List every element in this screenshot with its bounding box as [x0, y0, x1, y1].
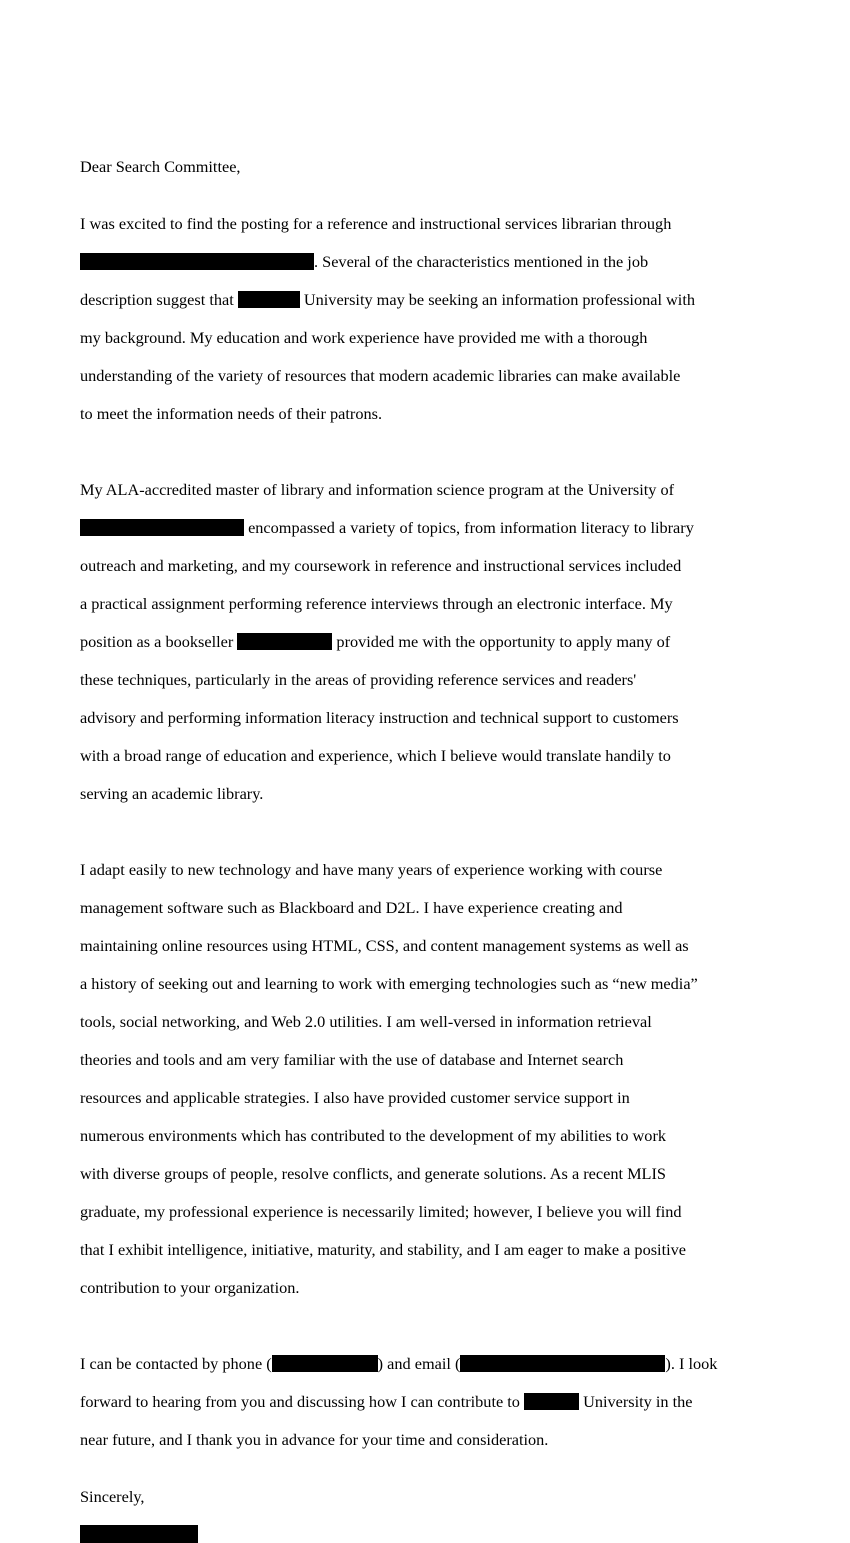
text-line: contribution to your organization.	[80, 1278, 300, 1297]
paragraph-posting	[80, 195, 775, 442]
redaction-box	[238, 291, 300, 308]
text-line: with a broad range of education and experience, which I believe would translate handily to	[80, 746, 671, 765]
text-line: my background. My education and work experience have provided me with a thorough	[80, 328, 648, 347]
signature-redaction-box	[80, 1525, 198, 1543]
text-line: description suggest that University may be seeking an information professional with	[80, 290, 695, 309]
redaction-box	[80, 519, 244, 536]
redaction-box	[460, 1355, 665, 1372]
text-line: encompassed a variety of topics, from information literacy to library	[80, 518, 775, 537]
text-line: with diverse groups of people, resolve conflicts, and generate solutions. As a recent MLIS	[80, 1164, 666, 1183]
text-line: advisory and performing information literacy instruction and technical support to customers	[80, 708, 679, 727]
text-line: a practical assignment performing reference interviews through an electronic interface. My	[80, 594, 673, 613]
text-line: I can be contacted by phone ( ) and email ( ). I look	[80, 1354, 718, 1373]
text-line: graduate, my professional experience is necessarily limited; however, I believe you will find	[80, 1202, 682, 1221]
text-line: that I exhibit intelligence, initiative, maturity, and stability, and I am eager to make a positive	[80, 1240, 686, 1259]
redaction-box	[237, 633, 332, 650]
text-line: position as a bookseller provided me with the opportunity to apply many of	[80, 632, 671, 651]
text-line: forward to hearing from you and discussing how I can contribute to University in the	[80, 1392, 693, 1411]
text-line: maintaining online resources using HTML, CSS, and content management systems as well as	[80, 936, 689, 955]
text-line: understanding of the variety of resources that modern academic libraries can make available	[80, 366, 681, 385]
text-line: these techniques, particularly in the areas of providing reference services and readers'	[80, 670, 637, 689]
redaction-box	[524, 1393, 579, 1410]
redaction-box	[272, 1355, 378, 1372]
text-line: My ALA-accredited master of library and information science program at the University of	[80, 480, 675, 499]
text-line: I was excited to find the posting for a reference and instructional services librarian through	[80, 214, 672, 233]
text-line: to meet the information needs of their patrons.	[80, 404, 383, 423]
text-line: outreach and marketing, and my coursework in reference and instructional services included	[80, 556, 682, 575]
closing: Sincerely,	[80, 1487, 145, 1506]
text-line: resources and applicable strategies. I also have provided customer service support in	[80, 1088, 630, 1107]
text-line: theories and tools and am very familiar with the use of database and Internet search	[80, 1050, 624, 1069]
text-line: tools, social networking, and Web 2.0 utilities. I am well-versed in information retrieval	[80, 1012, 652, 1031]
salutation: Dear Search Committee,	[80, 157, 241, 176]
text-line: a history of seeking out and learning to work with emerging technologies such as “new media”	[80, 974, 698, 993]
paragraph-technology	[80, 841, 775, 1316]
text-line: . Several of the characteristics mentioned in the job	[80, 252, 775, 271]
text-line: management software such as Blackboard and D2L. I have experience creating and	[80, 898, 623, 917]
text-line: near future, and I thank you in advance for your time and consideration.	[80, 1430, 549, 1449]
text-line: serving an academic library.	[80, 784, 264, 803]
cover-letter	[80, 157, 775, 1543]
text-line: numerous environments which has contributed to the development of my abilities to work	[80, 1126, 667, 1145]
paragraph-education	[80, 461, 775, 822]
redaction-box	[80, 253, 314, 270]
paragraph-contact	[80, 1335, 775, 1468]
text-line: I adapt easily to new technology and have many years of experience working with course	[80, 860, 663, 879]
